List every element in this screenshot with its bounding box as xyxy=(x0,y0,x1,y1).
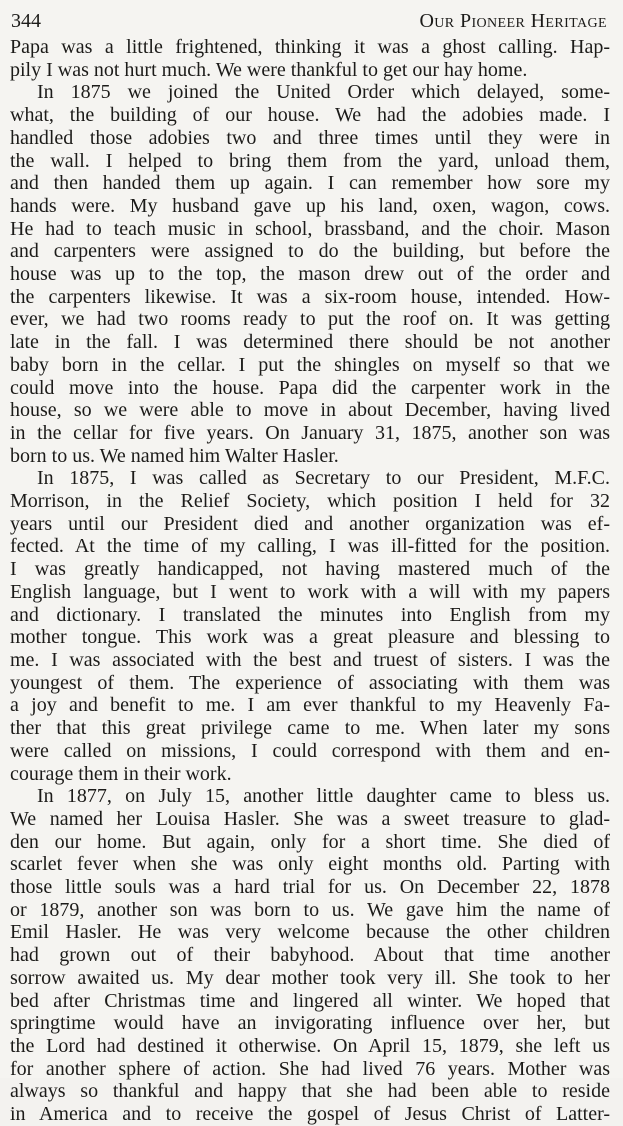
text-line: scarlet fever when she was only eight months old. Parting with xyxy=(10,853,610,876)
text-line: pily I was not hurt much. We were thankful to get our hay home. xyxy=(10,58,528,81)
text-line: springtime would have an invigorating influence over her, but xyxy=(10,1012,610,1035)
page-number: 344 xyxy=(11,10,41,32)
text-line: and dictionary. I translated the minutes into English from my xyxy=(10,603,610,626)
text-line: born to us. We named him Walter Hasler. xyxy=(10,444,339,467)
text-line: I was greatly handicapped, not having mastered much of the xyxy=(10,558,610,581)
text-line: could move into the house. Papa did the carpenter work in the xyxy=(10,376,610,399)
running-title: Our Pioneer Heritage xyxy=(419,10,607,32)
text-line: house was up to the top, the mason drew out of the order and xyxy=(10,263,610,286)
text-line: the wall. I helped to bring them from the yard, unload them, xyxy=(10,149,610,172)
text-line: Morrison, in the Relief Society, which position I held for 32 xyxy=(10,490,610,513)
text-line: In 1875 we joined the United Order which delayed, some- xyxy=(37,81,610,104)
text-line: In 1877, on July 15, another little daughter came to bless us. xyxy=(37,785,610,808)
text-line: and carpenters were assigned to do the building, but before the xyxy=(10,240,610,263)
text-line: in America and to receive the gospel of Jesus Christ of Latter- xyxy=(10,1103,610,1126)
text-line: bed after Christmas time and lingered all winter. We hoped that xyxy=(10,989,610,1012)
text-line: house, so we were able to move in about December, having lived xyxy=(10,399,610,422)
text-line: baby born in the cellar. I put the shingles on myself so that we xyxy=(10,353,610,376)
text-line: ever, we had two rooms ready to put the roof on. It was getting xyxy=(10,308,610,331)
text-line: hands were. My husband gave up his land, oxen, wagon, cows. xyxy=(10,194,610,217)
text-line: and then handed them up again. I can remember how sore my xyxy=(10,172,610,195)
body-text xyxy=(10,36,610,1126)
text-line: In 1875, I was called as Secretary to our President, M.F.C. xyxy=(37,467,610,490)
text-line: late in the fall. I was determined there should be not another xyxy=(10,331,610,354)
text-line: English language, but I went to work with a will with my papers xyxy=(10,580,610,603)
text-line: fected. At the time of my calling, I was ill-fitted for the position. xyxy=(10,535,610,558)
page-header xyxy=(11,8,607,34)
text-line: Emil Hasler. He was very welcome because the other children xyxy=(10,921,610,944)
paragraph xyxy=(10,785,610,1126)
paragraph xyxy=(10,36,610,81)
text-line: the carpenters likewise. It was a six-room house, intended. How- xyxy=(10,285,610,308)
text-line: handled those adobies two and three times until they were in xyxy=(10,126,610,149)
text-line: always so thankful and happy that she had been able to reside xyxy=(10,1080,610,1103)
text-line: for another sphere of action. She had lived 76 years. Mother was xyxy=(10,1057,610,1080)
text-line: He had to teach music in school, brassband, and the choir. Mason xyxy=(10,217,610,240)
text-line: years until our President died and another organization was ef- xyxy=(10,512,610,535)
text-line: a joy and benefit to me. I am ever thankful to my Heavenly Fa- xyxy=(10,694,610,717)
text-line: me. I was associated with the best and truest of sisters. I was the xyxy=(10,648,610,671)
text-line: den our home. But again, only for a short time. She died of xyxy=(10,830,610,853)
paragraph xyxy=(10,81,610,467)
text-line: courage them in their work. xyxy=(10,762,232,785)
paragraph xyxy=(10,467,610,785)
text-line: We named her Louisa Hasler. She was a sweet treasure to glad- xyxy=(10,807,610,830)
text-line: or 1879, another son was born to us. We gave him the name of xyxy=(10,898,610,921)
text-line: what, the building of our house. We had the adobies made. I xyxy=(10,104,610,127)
text-line: sorrow awaited us. My dear mother took very ill. She took to her xyxy=(10,966,610,989)
text-line: youngest of them. The experience of associating with them was xyxy=(10,671,610,694)
text-line: mother tongue. This work was a great pleasure and blessing to xyxy=(10,626,610,649)
text-line: Papa was a little frightened, thinking it was a ghost calling. Hap- xyxy=(10,36,610,58)
text-line: in the cellar for five years. On January 31, 1875, another son was xyxy=(10,421,610,444)
text-line: those little souls was a hard trial for us. On December 22, 1878 xyxy=(10,876,610,899)
text-line: ther that this great privilege came to me. When later my sons xyxy=(10,717,610,740)
text-line: had grown out of their babyhood. About that time another xyxy=(10,944,610,967)
text-line: the Lord had destined it otherwise. On April 15, 1879, she left us xyxy=(10,1034,610,1057)
text-line: were called on missions, I could correspond with them and en- xyxy=(10,739,610,762)
